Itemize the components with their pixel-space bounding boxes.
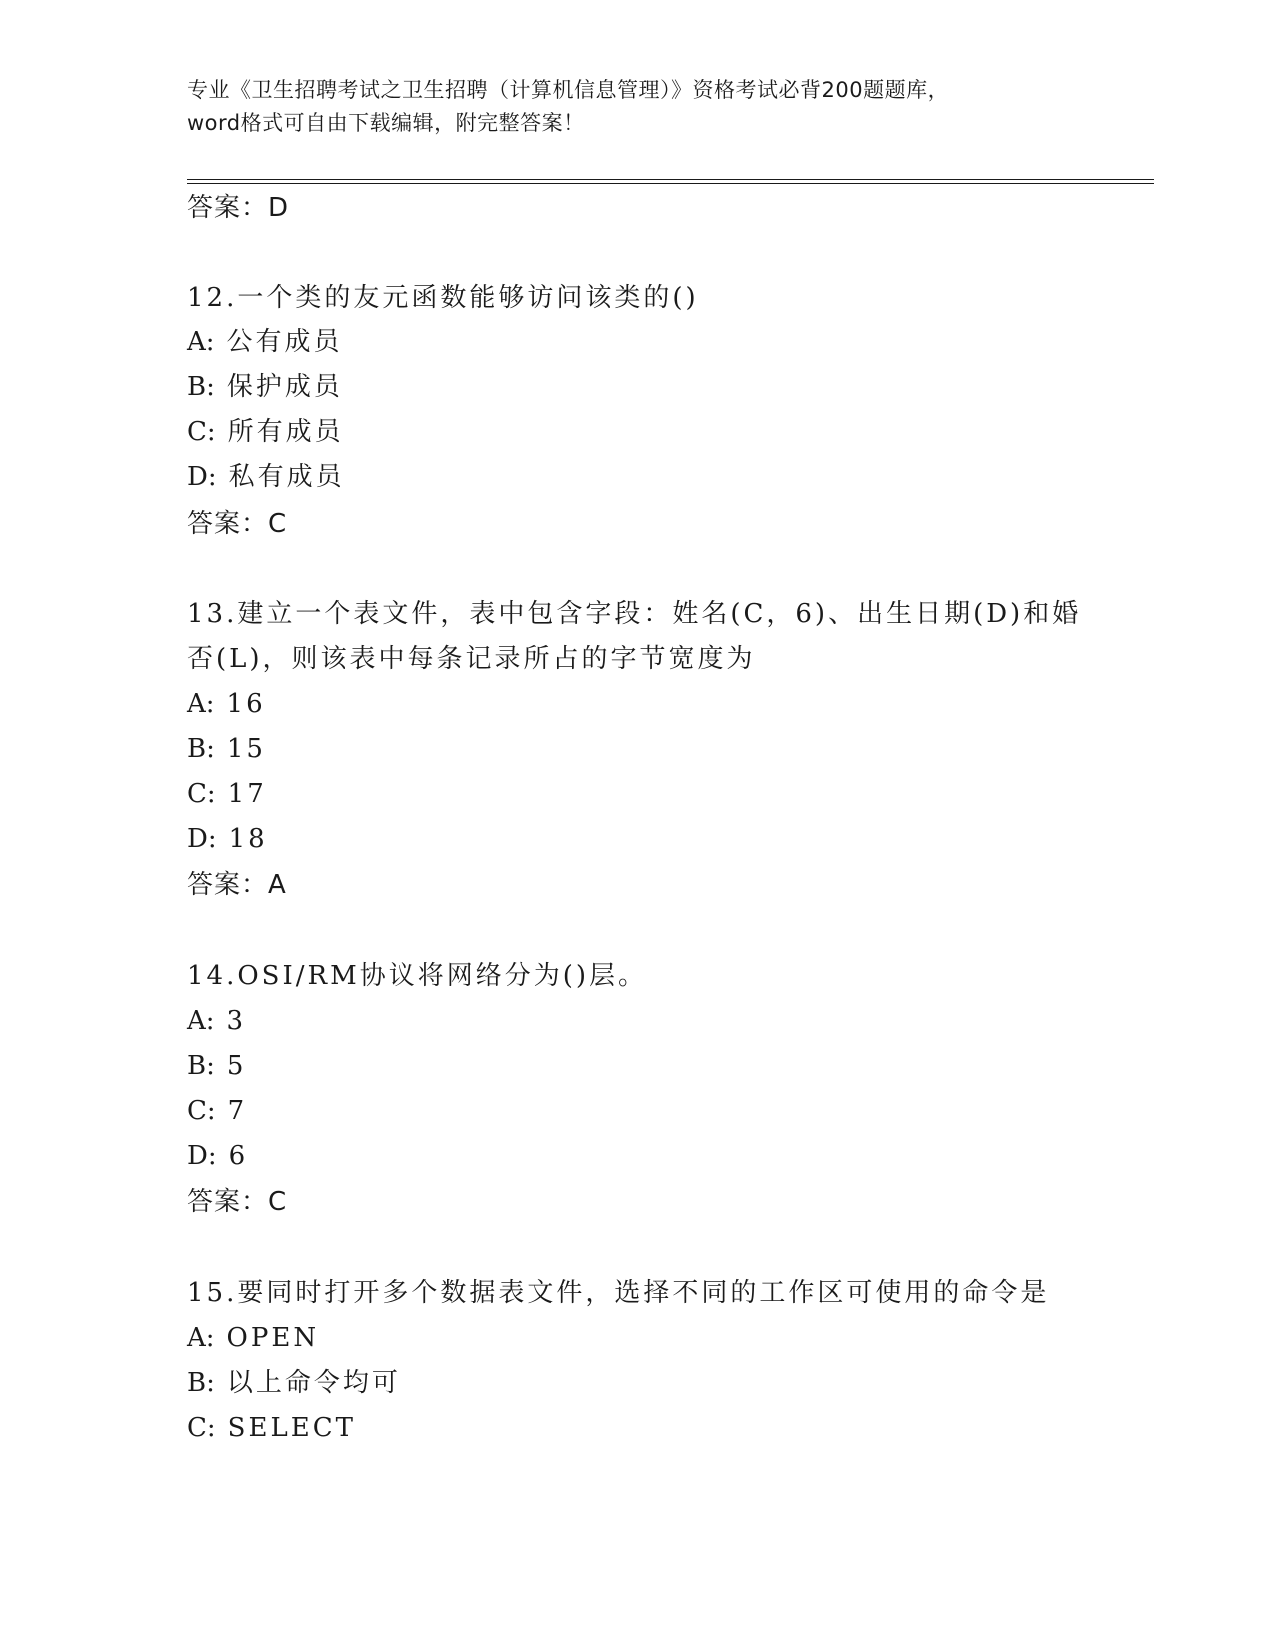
option-a (187, 687, 266, 721)
option-key: C: (187, 779, 216, 809)
option-text: 5 (226, 1051, 247, 1081)
option-d (187, 1139, 248, 1173)
option-text: 17 (227, 779, 267, 809)
option-text: 7 (227, 1096, 248, 1126)
question-stem: 13.建立一个表文件，表中包含字段：姓名(C，6)、出生日期(D)和婚 (187, 599, 1082, 629)
option-key: A: (187, 1006, 215, 1036)
document-header (187, 74, 1087, 140)
option-key: A: (187, 1323, 215, 1353)
option-text: 以上命令均可 (226, 1368, 401, 1398)
option-text: 18 (228, 824, 268, 854)
header-rule-top (187, 179, 1154, 180)
option-text: OPEN (226, 1323, 320, 1353)
option-key: D: (187, 462, 217, 492)
answer-line: 答案：C (187, 1187, 288, 1217)
option-b (187, 1366, 401, 1400)
option-b (187, 732, 266, 766)
header-line-2: word格式可自由下载编辑，附完整答案！ (187, 111, 585, 135)
option-text: 6 (228, 1141, 249, 1171)
answer-line: 答案：C (187, 509, 288, 539)
option-key: D: (187, 1141, 217, 1171)
question-stem: 15.要同时打开多个数据表文件，选择不同的工作区可使用的命令是 (187, 1278, 1050, 1308)
option-c (187, 777, 267, 811)
option-b (187, 370, 343, 404)
option-key: B: (187, 372, 215, 402)
option-key: B: (187, 734, 215, 764)
answer-line: 答案：D (187, 193, 290, 223)
option-key: D: (187, 824, 217, 854)
question-stem: 14.OSI/RM协议将网络分为()层。 (187, 961, 647, 991)
option-text: 15 (226, 734, 266, 764)
option-c (187, 415, 344, 449)
option-d (187, 822, 268, 856)
option-text: 16 (226, 689, 266, 719)
option-text: 私有成员 (228, 462, 345, 492)
question-stem: 12.一个类的友元函数能够访问该类的() (187, 283, 699, 313)
option-text: SELECT (227, 1413, 356, 1443)
header-line-1: 专业《卫生招聘考试之卫生招聘（计算机信息管理）》资格考试必背200题题库， (187, 78, 950, 102)
option-key: C: (187, 417, 216, 447)
option-key: B: (187, 1051, 215, 1081)
answer-line: 答案：A (187, 870, 287, 900)
option-key: C: (187, 1096, 216, 1126)
option-text: 公有成员 (226, 327, 343, 357)
option-key: A: (187, 689, 215, 719)
option-a (187, 1004, 246, 1038)
option-key: A: (187, 327, 215, 357)
option-a (187, 1321, 319, 1355)
header-rule-bottom (187, 183, 1154, 184)
option-key: C: (187, 1413, 216, 1443)
option-key: B: (187, 1368, 215, 1398)
option-a (187, 325, 343, 359)
option-c (187, 1094, 247, 1128)
option-text: 3 (226, 1006, 247, 1036)
option-c (187, 1411, 356, 1445)
option-text: 所有成员 (227, 417, 344, 447)
option-text: 保护成员 (226, 372, 343, 402)
question-stem-continued: 否(L)，则该表中每条记录所占的字节宽度为 (187, 644, 756, 674)
option-d (187, 460, 345, 494)
option-b (187, 1049, 246, 1083)
